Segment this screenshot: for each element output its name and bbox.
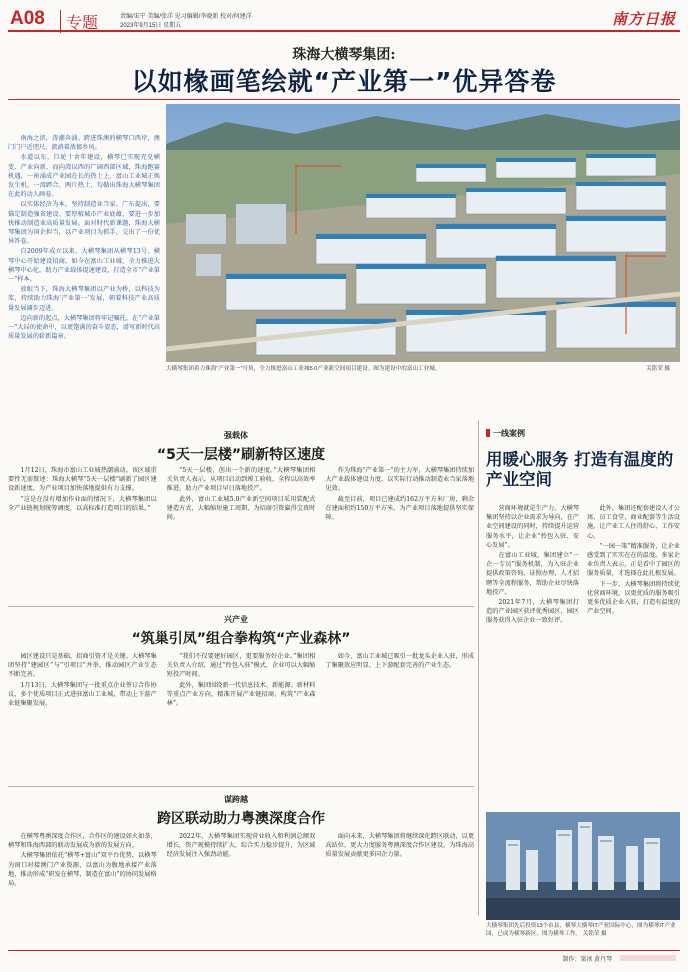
story2-label: 兴产业 (224, 615, 248, 624)
story2-paragraph: 如今，富山工业城已吸引一批龙头企业入驻，形成了集聚效应明显、上下游配套完善的产业生态。 (325, 653, 474, 670)
story1-label: 强载体 (224, 431, 248, 440)
sidebar-photo (486, 812, 680, 920)
sidebar-photo-credit: 关铭荣 摄 (582, 931, 607, 937)
story2-paragraph: 此外，集团围绕新一代信息技术、新能源、新材料等重点产业方向，精准开展产业链招商，构筑“产业森林”。 (166, 681, 316, 708)
industrial-park-aerial-image (166, 104, 680, 362)
sidebar-title: 用暖心服务 打造有温度的产业空间 (486, 450, 674, 489)
city-skyline-image (486, 812, 680, 920)
sidebar-paragraph: 此外，集团还配套建设人才公寓、员工食堂、商业配套等生活设施，让产业工人住得舒心、工作安心。 (587, 505, 680, 540)
masthead (8, 6, 680, 32)
headline-kicker: 珠海大横琴集团: (292, 47, 396, 63)
sidebar-paragraph: 下一步，大横琴集团将持续优化营商环境，以更优质的服务吸引更多优质企业入驻，打造有温度的产业空间。 (587, 580, 680, 616)
story3-column (8, 832, 157, 944)
story1-paragraph: “这是在没有增加作业面的情况下，大横琴集团以全产业链规划统筹调度，以高标准打造项目的结果。” (8, 495, 157, 512)
story1-title: “5天一层楼”刷新特区速度 (156, 447, 326, 463)
page-title: 以如椽画笔绘就“产业第一”优异答卷 (131, 67, 557, 96)
sidebar-photo-caption (486, 922, 680, 938)
story1-paragraph: 作为珠海“产业第一”的主力军，大横琴集团持续加大产业载体建设力度，以实际行动推动制造业当家落地见效。 (325, 467, 474, 493)
story3-label: 谋跨越 (224, 795, 248, 804)
lead-paragraph: 放眼当下，珠海大横琴集团以产业为桥，以科技为桨，持续助力珠海‘产业第一’发展，朝着科技产业高质量发展阔步迈进。 (8, 286, 160, 312)
story3-column (167, 832, 316, 944)
section-divider (8, 606, 474, 607)
lead-paragraph: 迈向新的起点，大横琴集团将牢记嘱托，在“产业第一”大局的使命中，以更饱满的奋斗姿态，谱写新时代高质量发展的崭新篇章。 (8, 314, 160, 341)
story2-column (167, 652, 316, 778)
sidebar-column (486, 504, 579, 804)
story2-title: “筑巢引凤”组合拳构筑“产业森林” (131, 631, 351, 647)
page-number: A08 (10, 8, 45, 29)
section-divider (8, 786, 474, 787)
hero-caption-text: 大横琴集团着力珠海“产业第一”号角，全力推进富山工业城5.0产业新空间项目建设。图为建设中的富山工业城。 (166, 366, 441, 372)
column-divider (478, 420, 479, 916)
newspaper-logo: 南方日报 (611, 10, 676, 28)
hero-photo (166, 104, 680, 362)
sidebar-body (486, 504, 680, 804)
hero-photo-credit: 关铭荣 摄 (646, 366, 670, 372)
hero-caption (166, 364, 680, 372)
footer-editor: 制作：梁冰 黄丹琴 (562, 957, 612, 963)
story1-paragraph: 此外，富山工业城5.0产业新空间项目采用装配式建造方式，大幅缩短施工周期，为招商引资赢得宝贵时间。 (166, 495, 316, 522)
story2-column (8, 652, 157, 778)
lead-paragraph: 水道以东，巨轮十舍年建设，横琴已实现充兑横变、产业向新，而向湾以西的广阔西部区域，珠海跑赛机遇，一座涌成产业园在长的热土上，富山工业城正焕发生机。一湾跨合，两片热土，勾勒出珠海大横琴集团在此的动人画卷。 (8, 154, 160, 199)
issue-date: 2023年9月15日 星期五 (120, 23, 182, 29)
story2-column (325, 652, 474, 778)
section-tag: 专题 (60, 10, 98, 33)
story1-paragraph: “5天一层楼，创出一个新的速度。”大横琴集团相关负责人表示，从项目启动到竣工验收，全程以高效率推进，助力产业项目早日落地投产。 (166, 467, 316, 493)
sidebar-paragraph: 2021年7月，大横琴集团打造的产业园区获评优秀园区，园区服务获得入驻企业一致好评。 (486, 599, 579, 625)
story3-paragraph: 在横琴粤澳深度合作区，合作区的建设如火如荼，横琴和珠海西部的联动发展成为新的发展方向。 (8, 833, 157, 850)
sidebar-paragraph: “一园一策”精准服务，让企业感受到了实实在在的温度。多家企业负责人表示，正是看中了园区的服务质量，才选择在此扎根发展。 (587, 542, 680, 578)
story3-body (8, 832, 474, 944)
story2-paragraph: “我们不仅要建好园区，更要服务好企业。”集团相关负责人介绍，通过“拎包入驻”模式，企业可以大幅缩短投产时间。 (166, 653, 316, 679)
story1-paragraph: 截至目前，项目已建成约162万平方米厂房，剩余在建面积约150万平方米，为产业项目落地提供坚实保障。 (325, 495, 474, 522)
story3-paragraph: 面向未来，大横琴集团将继续深化跨区联动，以更高站位、更大力度服务粤澳深度合作区建设，为珠海高质量发展贡献更多国企力量。 (325, 833, 474, 859)
story1-paragraph: 1月12日，珠海市富山工业城热潮涌动。该区域重要性无需赘述：珠海大横琴“5天一层楼”刷新了园区建设新速度，为产业项目加快落地提供有力支撑。 (8, 467, 157, 493)
story3-paragraph: 大横琴集团依托“横琴+富山”双平台优势，以横琴为窗口对接澳门产业资源，以富山为腹地承接产业落地，推动形成“研发在横琴、制造在富山”的协同发展格局。 (8, 852, 157, 888)
page-footer (8, 950, 680, 966)
editor-info: 责编/宋宁 美编/张洋 见习编辑/李晓新 校对/何建洋 (120, 14, 252, 20)
story1-body (8, 466, 474, 574)
sidebar-label: 一线案例 (486, 428, 525, 439)
sidebar-paragraph: 营商环境就是生产力。大横琴集团坚持以企业需求为导向，在产业空间建设的同时，持续提升运营服务水平，让企业“拎包入驻、安心发展”。 (486, 505, 579, 549)
story1-column (8, 466, 157, 574)
sidebar-caption-text: 大横琴集团先后投资13个市县，横琴大横琴IT产业国际中心，图为横琴IT产业园，已成为横琴新区。图为横琴工作。 (486, 923, 676, 937)
headline-rule (8, 99, 680, 100)
lead-paragraph: 自2009年成立以来，大横琴集团从横琴13号、横琴中心开始建设招商，如今在富山工业城、全力推进大横琴中心化，助力产业载体提速建设，打造全市“产业第一”样本。 (8, 248, 160, 284)
story1-column (325, 466, 474, 574)
lead-paragraph: 以实体经济为本，坚持制造业当家。广东提出，要锚定制造强省建设、要厚植城市产业底蕴，要进一步加快推动制造业高质量发展。面对时代新课题，珠海大横琴集团为国企担当，以产业项目为抓手，交出了一份优异答卷。 (8, 201, 160, 246)
story2-paragraph: 园区建设只是基础，招商引资才是关键。大横琴集团坚持“建园区”与“引项目”并举，推动园区产业生态不断完善。 (8, 653, 157, 679)
lead-column (8, 104, 160, 379)
story2-paragraph: 1月13日，大横琴集团与一批重点企业签订合作协议，多个优质项目正式进驻富山工业城，带动上下游产业链集聚发展。 (8, 681, 157, 708)
story3-column (325, 832, 474, 944)
story1-column (167, 466, 316, 574)
sidebar-paragraph: 在富山工业城，集团建立“一企一专员”服务机制，为入驻企业提供政策咨询、证照办理、人才招聘等全流程服务，帮助企业尽快落地投产。 (486, 552, 579, 596)
story3-title: 跨区联动助力粤澳深度合作 (157, 811, 325, 827)
footer-decoration (620, 955, 676, 961)
lead-paragraph: 南海之滨，涛潮奔涌。跨进珠澳的横琴口西岸，澳门门户近咫尺，流淌着浓郁乡风。 (8, 135, 160, 152)
story2-body (8, 652, 474, 778)
sidebar-column (587, 504, 680, 804)
story3-paragraph: 2022年，大横琴集团实现营业收入和利润总额双增长，资产规模持续扩大，综合实力稳步提升，为区域经济发展注入强劲动能。 (166, 833, 316, 859)
